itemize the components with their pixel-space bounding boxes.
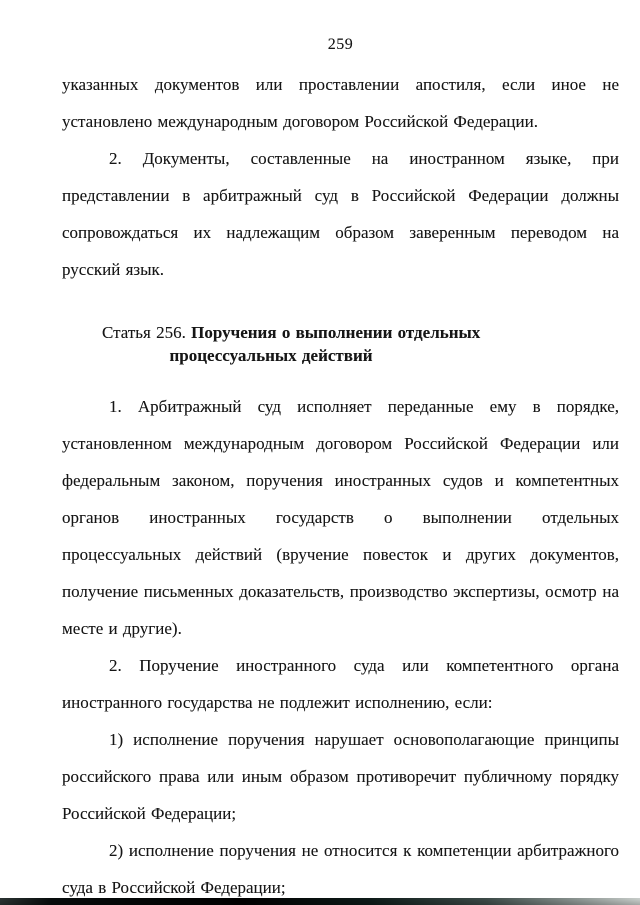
article-title-part-1: Поручения о выполнении отдельных	[191, 323, 481, 342]
paragraph-item-1: 1) исполнение поручения нарушает основополагающие принципы российского права или иным образом противоречит публичному порядку Российской Федерации;	[62, 730, 619, 823]
article-heading	[102, 321, 481, 367]
paragraph-court-executes-orders: 1. Арбитражный суд исполняет переданные ему в порядке, установленном международным договором Российской Федерации или федеральным законом, поручения иностранных судов и компетентных органов иностранных государств о выполнении отдельных процессуальных действий (вручение повесток и других документов, получение письменных доказательств, производство экспертизы, осмотр на месте и другие).	[62, 397, 619, 638]
page-bottom-scan-shadow	[0, 898, 640, 905]
paragraph-order-not-executed: 2. Поручение иностранного суда или компетентного органа иностранного государства не подлежит исполнению, если:	[62, 656, 619, 712]
document-body	[62, 66, 619, 905]
paragraph-item-2: 2) исполнение поручения не относится к компетенции арбитражного суда в Российской Федерации;	[62, 841, 619, 897]
paragraph-continuation: указанных документов или проставлении апостиля, если иное не установлено международным договором Российской Федерации.	[62, 75, 619, 131]
article-heading-line-1	[102, 321, 481, 344]
article-number-label: Статья 256.	[102, 323, 186, 342]
page-number: 259	[327, 36, 354, 53]
paragraph-documents-translation: 2. Документы, составленные на иностранном языке, при представлении в арбитражный суд в Российской Федерации должны сопровождаться их надлежащим образом заверенным переводом на русский язык.	[62, 149, 619, 279]
article-heading-line-2: процессуальных действий	[169, 346, 373, 365]
